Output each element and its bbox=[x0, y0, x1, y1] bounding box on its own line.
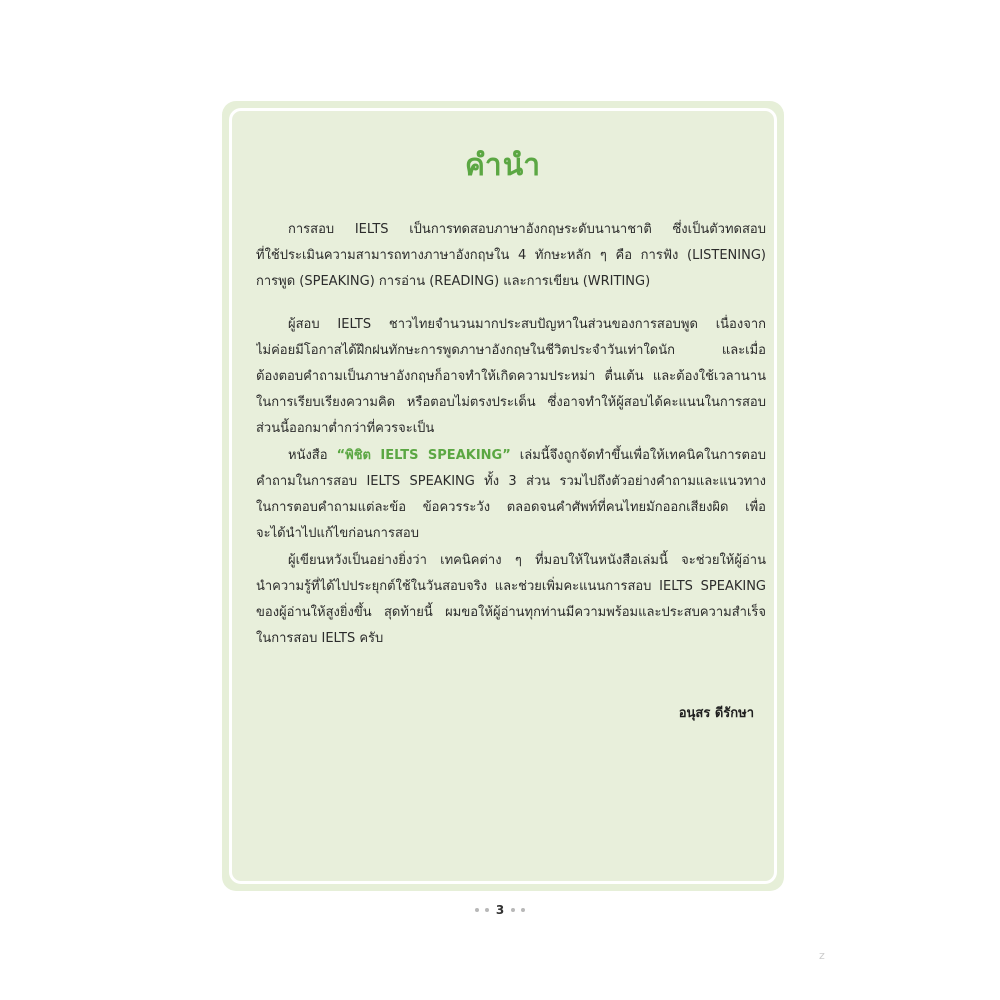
author-name: อนุสร ดีรักษา bbox=[678, 706, 754, 721]
dot-icon bbox=[521, 908, 525, 912]
paragraph-line: ในการสอบ IELTS ครับ bbox=[256, 631, 384, 646]
paragraph-line: การสอบ IELTS เป็นการทดสอบภาษาอังกฤษระดับนานาชาติ ซึ่งเป็นตัวทดสอบ bbox=[288, 222, 766, 237]
paragraph-2 bbox=[256, 312, 766, 442]
paragraph-line: ในการตอบคำถามแต่ละข้อ ข้อควรระวัง ตลอดจนคำศัพท์ที่คนไทยมักออกเสียงผิด เพื่อ bbox=[256, 500, 766, 515]
paragraph-line: ของผู้อ่านให้สูงยิ่งขึ้น สุดท้ายนี้ ผมขอให้ผู้อ่านทุกท่านมีความพร้อมและประสบความสำเร็จ bbox=[256, 605, 766, 620]
paragraph-line: ส่วนนี้ออกมาต่ำกว่าที่ควรจะเป็น bbox=[256, 421, 435, 436]
paragraph-line: ที่ใช้ประเมินความสามารถทางภาษาอังกฤษใน 4 ทักษะหลัก ๆ คือ การฟัง (LISTENING) bbox=[256, 248, 766, 263]
paragraph-3 bbox=[256, 443, 766, 547]
paragraph-line: การพูด (SPEAKING) การอ่าน (READING) และการเขียน (WRITING) bbox=[256, 274, 651, 289]
paragraph-line: นำความรู้ที่ได้ไปประยุกต์ใช้ในวันสอบจริง และช่วยเพิ่มคะแนนการสอบ IELTS SPEAKING bbox=[256, 579, 766, 594]
paragraph-line: จะได้นำไปแก้ไขก่อนการสอบ bbox=[256, 526, 419, 541]
paragraph-line: ไม่ค่อยมีโอกาสได้ฝึกฝนทักษะการพูดภาษาอังกฤษในชีวิตประจำวันเท่าใดนัก และเมื่อ bbox=[256, 343, 766, 358]
paragraph-line: ผู้สอบ IELTS ชาวไทยจำนวนมากประสบปัญหาในส่วนของการสอบพูด เนื่องจาก bbox=[288, 317, 766, 332]
page-title: คำนำ bbox=[464, 148, 542, 183]
paragraph-line: ในการเรียบเรียงความคิด หรือตอบไม่ตรงประเด็น ซึ่งอาจทำให้ผู้สอบได้คะแนนในการสอบ bbox=[256, 395, 766, 410]
page-number: 3 bbox=[495, 902, 505, 917]
page-number-indicator bbox=[440, 902, 560, 917]
paragraph-line: คำถามในการสอบ IELTS SPEAKING ทั้ง 3 ส่วน รวมไปถึงตัวอย่างคำถามและแนวทาง bbox=[256, 474, 766, 489]
corner-mark: z bbox=[819, 949, 825, 962]
paragraph-4 bbox=[256, 548, 766, 652]
book-title: “พิชิต IELTS SPEAKING” bbox=[336, 448, 511, 463]
dot-icon bbox=[511, 908, 515, 912]
paragraph-line: ผู้เขียนหวังเป็นอย่างยิ่งว่า เทคนิคต่าง ๆ ที่มอบให้ในหนังสือเล่มนี้ จะช่วยให้ผู้อ่าน bbox=[288, 553, 766, 568]
paragraph-line-suffix: เล่มนี้จึงถูกจัดทำขึ้นเพื่อให้เทคนิคในการตอบ bbox=[510, 448, 766, 463]
paragraph-line-prefix: หนังสือ bbox=[288, 448, 337, 463]
dot-icon bbox=[485, 908, 489, 912]
paragraph-line bbox=[256, 443, 766, 469]
paragraph-1 bbox=[256, 217, 766, 295]
paragraph-line: ต้องตอบคำถามเป็นภาษาอังกฤษก็อาจทำให้เกิดความประหม่า ตื่นเต้น และต้องใช้เวลานาน bbox=[256, 369, 766, 384]
dot-icon bbox=[475, 908, 479, 912]
